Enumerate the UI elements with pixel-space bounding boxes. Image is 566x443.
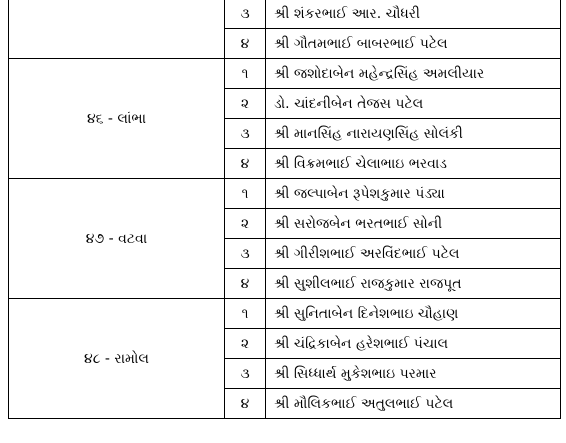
member-name-cell: શ્રી ગૌતમભાઈ બાબરભાઈ પટેલ bbox=[266, 29, 561, 59]
member-name-cell: શ્રી ચંદ્રિકાબેન હરેશભાઈ પંચાલ bbox=[266, 329, 561, 359]
member-name-cell: શ્રી મૌલિકભાઈ અતુલભાઈ પટેલ bbox=[266, 389, 561, 419]
member-number-cell: ૨ bbox=[225, 329, 266, 359]
member-number-cell: ૧ bbox=[225, 179, 266, 209]
member-number-cell: ૧ bbox=[225, 299, 266, 329]
ward-name-cell: ૪૮ - રામોલ bbox=[9, 299, 225, 419]
member-number-cell: ૪ bbox=[225, 389, 266, 419]
ward-members-table bbox=[8, 0, 561, 419]
member-name-cell: શ્રી જશોદાબેન મહેન્દ્રસિંહ અમલીયાર bbox=[266, 59, 561, 89]
member-name-cell: શ્રી સરોજબેન ભરતભાઈ સોની bbox=[266, 209, 561, 239]
ward-name-cell bbox=[9, 0, 225, 59]
member-number-cell: ૧ bbox=[225, 59, 266, 89]
table-row bbox=[9, 0, 561, 29]
ward-name-cell: ૪૭ - વટવા bbox=[9, 179, 225, 299]
member-number-cell: ૪ bbox=[225, 149, 266, 179]
member-name-cell: શ્રી શંકરભાઈ આર. ચૌધરી bbox=[266, 0, 561, 29]
member-number-cell: ૩ bbox=[225, 239, 266, 269]
table-row bbox=[9, 59, 561, 89]
member-name-cell: શ્રી વિક્રમભાઈ ચેલાભાઇ ભરવાડ bbox=[266, 149, 561, 179]
member-number-cell: ૨ bbox=[225, 209, 266, 239]
member-name-cell: શ્રી માનસિંહ નારાયણસિંહ સોલંકી bbox=[266, 119, 561, 149]
ward-name-cell: ૪૬ - લાંભા bbox=[9, 59, 225, 179]
member-number-cell: ૪ bbox=[225, 269, 266, 299]
member-number-cell: ૪ bbox=[225, 29, 266, 59]
member-name-cell: શ્રી સુશીલભાઈ રાજકુમાર રાજપૂત bbox=[266, 269, 561, 299]
member-number-cell: ૩ bbox=[225, 0, 266, 29]
member-name-cell: શ્રી જલ્પાબેન રૂપેશકુમાર પંડ્યા bbox=[266, 179, 561, 209]
table-row bbox=[9, 299, 561, 329]
member-number-cell: ૩ bbox=[225, 359, 266, 389]
table-row bbox=[9, 179, 561, 209]
member-number-cell: ૨ bbox=[225, 89, 266, 119]
member-name-cell: શ્રી ગીરીશભાઈ અરવિંદભાઈ પટેલ bbox=[266, 239, 561, 269]
member-name-cell: શ્રી સિધ્ધાર્થ મુકેશભાઇ પરમાર bbox=[266, 359, 561, 389]
member-name-cell: શ્રી સુનિતાબેન દિનેશભાઇ ચૌહાણ bbox=[266, 299, 561, 329]
member-name-cell: ડો. ચાંદનીબેન તેજસ પટેલ bbox=[266, 89, 561, 119]
member-number-cell: ૩ bbox=[225, 119, 266, 149]
